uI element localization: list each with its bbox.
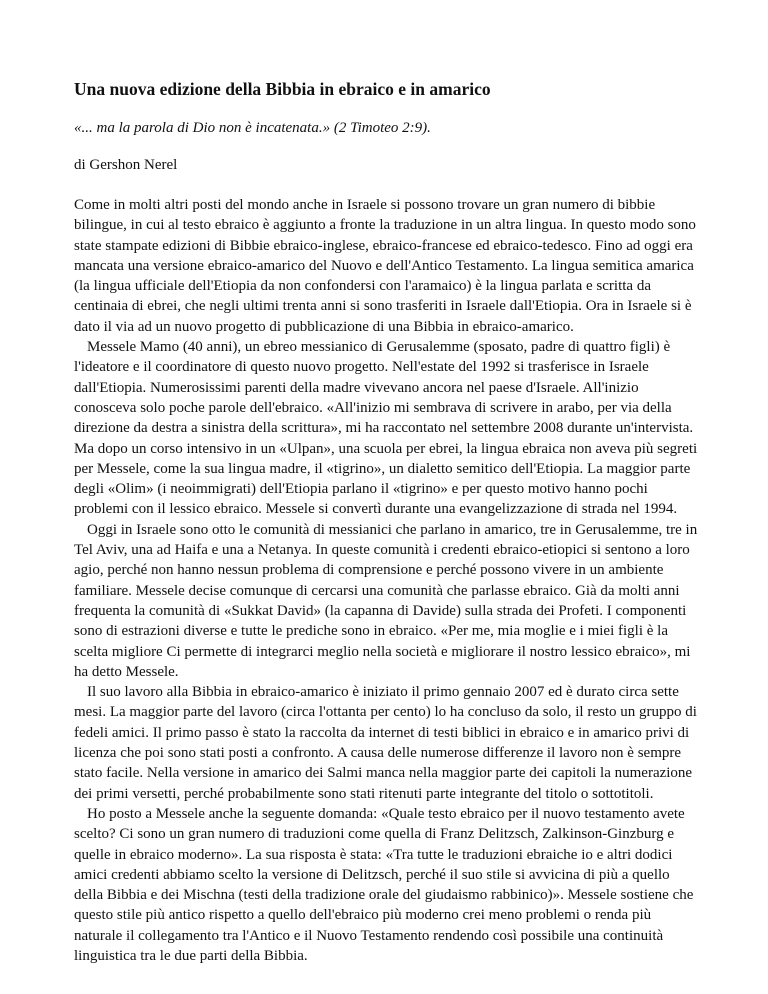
body-paragraph: Messele Mamo (40 anni), un ebreo messianico di Gerusalemme (sposato, padre di quattro figli) è l'ideatore e il coordinatore di questo nuovo progetto. Nell'estate del 1992 si trasferisce in Israele dall'Etiopia. Numerosissimi parenti della madre vivevano ancora nel paese d'Israele. All'inizio conosceva solo poche parole dell'ebraico. «All'inizio mi sembrava di scrivere in arabo, per via della direzione da destra a sinistra della scrittura», mi ha raccontato nel settembre 2008 durante un'intervista. Ma dopo un corso intensivo in un «Ulpan», una scuola per ebrei, la lingua ebraica non aveva più segreti per Messele, come la sua lingua madre, il «tigrino», un dialetto semitico dell'Etiopia. La maggior parte degli «Olim» (i neoimmigrati) dell'Etiopia parlano il «tigrino» e per questo motivo hanno pochi problemi con il lessico ebraico. Messele si convertì durante una evangelizzazione di strada nel 1994.: [74, 339, 698, 518]
article-title: Una nuova edizione della Bibbia in ebraico e in amarico: [74, 79, 491, 99]
epigraph-quote: «... ma la parola di Dio non è incatenata.»: [74, 120, 331, 136]
body-paragraph: Come in molti altri posti del mondo anche in Israele si possono trovare un gran numero di bibbie bilingue, in cui al testo ebraico è aggiunto a fronte la traduzione in un altra lingua. In questo modo sono state stampate edizioni di Bibbie ebraico-inglese, ebraico-francese ed ebraico-tedesco. Fino ad oggi era mancata una versione ebraico-amarico del Nuovo e dell'Antico Testamento. La lingua semitica amarica (la lingua ufficiale dell'Etiopia da non confondersi con l'aramaico) è la lingua parlata e scritta da centinaia di ebrei, che negli ultimi trenta anni si sono trasferiti in Israele dall'Etiopia. Ora in Israele si è dato il via ad un nuovo progetto di pubblicazione di una Bibbia in ebraico-amarico.: [74, 197, 696, 335]
body-paragraph: Ho posto a Messele anche la seguente domanda: «Quale testo ebraico per il nuovo testamento avete scelto? Ci sono un gran numero di traduzioni come quella di Franz Delitzsch, Zalkinson-Ginzburg e quelle in ebraico moderno». La sua risposta è stata: «Tra tutte le traduzioni ebraiche io e altri dodici amici credenti abbiamo scelto la versione di Delitzsch, perché il suo stile si avvicina di più a quello della Bibbia e dei Mischna (testi della tradizione orale del giudaismo rabbinico)». Messele sostiene che questo stile più antico rispetto a quello dell'ebraico più moderno crei meno problemi o renda più naturale il collegamento tra l'Antico e il Nuovo Testamento rendendo così possibile una continuità linguistica tra le due parti della Bibbia.: [74, 805, 694, 964]
epigraph-reference: (2 Timoteo 2:9).: [330, 120, 431, 136]
body-paragraph: Oggi in Israele sono otto le comunità di messianici che parlano in amarico, tre in Gerusalemme, tre in Tel Aviv, una ad Haifa e una a Netanya. In queste comunità i credenti ebraico-etiopici si sentono a loro agio, perché non hanno nessun problema di comprensione e perché possono vivere in un ambiente familiare. Messele decise comunque di cercarsi una comunità che parlasse ebraico. Già da molti anni frequenta la comunità di «Sukkat David» (la capanna di Davide) sulla strada dei Profeti. I componenti sono di estrazioni diverse e tutte le prediche sono in ebraico. «Per me, mia moglie e i miei figli è la scelta migliore Ci permette di integrarci meglio nella società e migliorare il nostro lessico ebraico», mi ha detto Messele.: [74, 521, 698, 680]
author-line: di Gershon Nerel: [74, 157, 178, 173]
epigraph: [74, 118, 698, 138]
document-page: [74, 78, 698, 966]
body-paragraph: Il suo lavoro alla Bibbia in ebraico-amarico è iniziato il primo gennaio 2007 ed è durato circa sette mesi. La maggior parte del lavoro (circa l'ottanta per cento) lo ha concluso da solo, il resto un gruppo di fedeli amici. Il primo passo è stato la raccolta da internet di testi biblici in ebraico e in amarico privi di licenza che poi sono stati posti a confronto. A causa delle numerose differenze il lavoro non è sempre stato facile. Nella versione in amarico dei Salmi manca nella maggior parte dei capitoli la numerazione dei primi versetti, perché probabilmente sono stati ritenuti parte integrante del titolo o sottotitoli.: [74, 684, 697, 802]
